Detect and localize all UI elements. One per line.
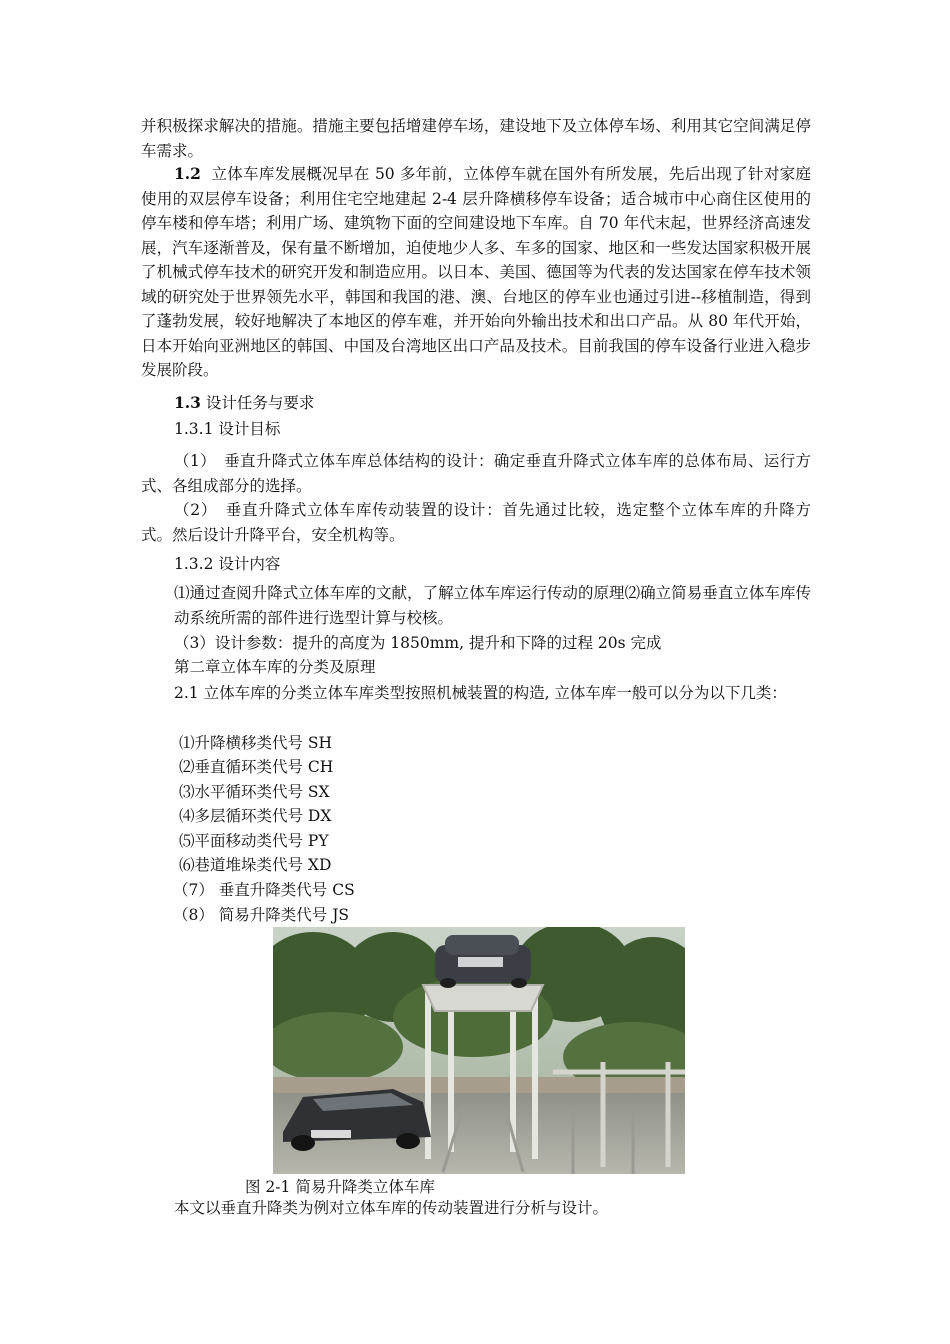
list-item: ⑴升降横移类代号 SH (179, 734, 333, 752)
parking-lift-photo (273, 927, 685, 1174)
list-item: ⑸平面移动类代号 PY (179, 832, 329, 850)
chapter-2-title: 第二章立体车库的分类及原理 (174, 658, 376, 676)
closing-sentence: 本文以垂直升降类为例对立体车库的传动装置进行分析与设计。 (174, 1199, 609, 1217)
section-number-1-3: 1.3 (174, 393, 201, 412)
goal-item-1: （1） 垂直升降式立体车库总体结构的设计：确定垂直升降式立体车库的总体布局、运行方式、各组成部分的选择。 (141, 452, 811, 495)
paragraph-1-2 (141, 162, 811, 383)
heading-1-3-1: 1.3.1 设计目标 (174, 420, 281, 438)
list-item: ⑵垂直循环类代号 CH (179, 758, 334, 776)
section-2-1: 2.1 立体车库的分类立体车库类型按照机械装置的构造, 立体车库一般可以分为以下几类： (174, 684, 787, 702)
heading-1-3-2: 1.3.2 设计内容 (174, 555, 281, 573)
list-item: （8） 简易升降类代号 JS (173, 906, 350, 924)
heading-1-3 (174, 391, 314, 415)
paragraph-1-2-text: 立体车库发展概况早在 50 多年前，立体停车就在国外有所发展，先后出现了针对家庭使用的双层停车设备；利用住宅空地建起 2-4 层升降横移停车设备；适合城市中心商住区使用的停车楼和停车塔；利用广场、建筑物下面的空间建设地下车库。自 70 年代末起，世界经济高速发展，汽车逐渐普及，保有量不断增加，迫使地少人多、车多的国家、地区和一些发达国家积极开展了机械式停车技术的研究开发和制造应用。以日本、美国、德国等为代表的发达国家在停车技术领域的研究处于世界领先水平，韩国和我国的港、澳、台地区的停车业也通过引进--移植制造，得到了蓬勃发展，较好地解决了本地区的停车难，并开始向外输出技术和出口产品。从 80 年代开始，日本开始向亚洲地区的韩国、中国及台湾地区出口产品及技术。目前我国的停车设备行业进入稳步发展阶段。 (141, 165, 811, 379)
section-number-1-2: 1.2 (174, 164, 201, 183)
content-item-3: （3）设计参数：提升的高度为 1850mm, 提升和下降的过程 20s 完成 (174, 634, 662, 652)
list-item: ⑶水平循环类代号 SX (179, 783, 330, 801)
goal-item-2: （2） 垂直升降式立体车库传动装置的设计：首先通过比较，选定整个立体车库的升降方式。然后设计升降平台，安全机构等。 (141, 501, 811, 544)
figure-caption: 图 2-1 简易升降类立体车库 (245, 1178, 435, 1196)
list-item: ⑹巷道堆垛类代号 XD (179, 856, 332, 874)
paragraph-intro: 并积极探求解决的措施。措施主要包括增建停车场，建设地下及立体停车场、利用其它空间满足停车需求。 (141, 117, 811, 160)
list-item: ⑷多层循环类代号 DX (179, 807, 332, 825)
list-item: （7） 垂直升降类代号 CS (173, 881, 355, 899)
heading-1-3-text: 设计任务与要求 (200, 394, 315, 412)
content-item-1: ⑴通过查阅升降式立体车库的文献，了解立体车库运行传动的原理⑵确立简易垂直立体车库传动系统所需的部件进行选型计算与校核。 (174, 584, 811, 627)
